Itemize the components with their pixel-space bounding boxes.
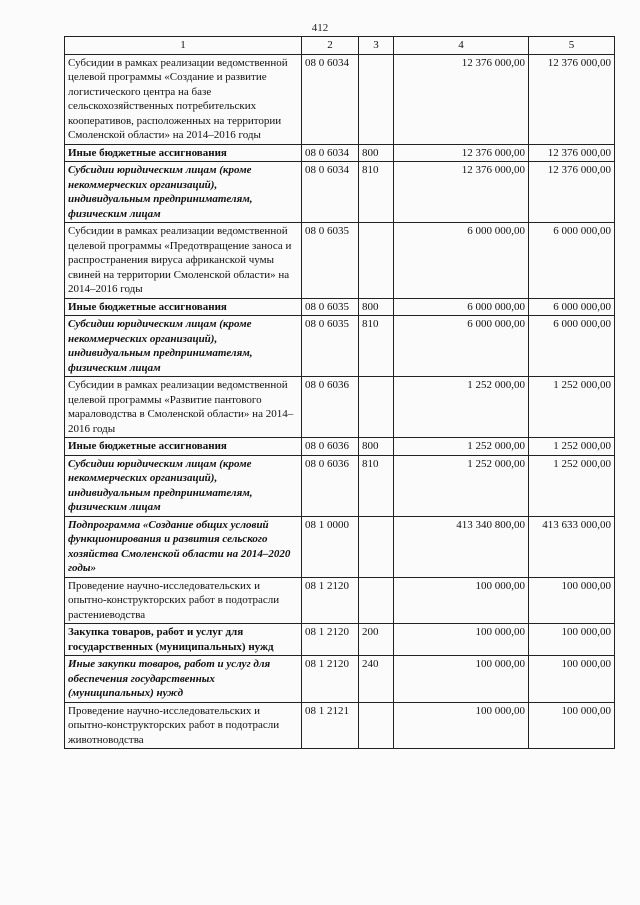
table-row [65,656,615,703]
amount-2016-cell: 12 376 000,00 [529,162,615,223]
amount-2016-cell: 100 000,00 [529,577,615,624]
target-code-cell: 08 1 2120 [302,624,359,656]
target-code-cell: 08 0 6035 [302,223,359,299]
amount-2015-cell: 12 376 000,00 [394,54,529,144]
amount-2016-cell: 1 252 000,00 [529,438,615,456]
expense-type-cell: 200 [359,624,394,656]
amount-2016-cell: 1 252 000,00 [529,455,615,516]
row-name-cell: Иные закупки товаров, работ и услуг для обеспечения государственных (муниципальных) нужд [65,656,302,703]
amount-2015-cell: 6 000 000,00 [394,298,529,316]
row-name-cell: Субсидии юридическим лицам (кроме некоммерческих организаций), индивидуальным предпринимателям, физическим лицам [65,316,302,377]
amount-2016-cell: 100 000,00 [529,624,615,656]
amount-2015-cell: 12 376 000,00 [394,144,529,162]
amount-2016-cell: 6 000 000,00 [529,298,615,316]
table-row [65,702,615,749]
table-row [65,455,615,516]
amount-2016-cell: 100 000,00 [529,702,615,749]
row-name-cell: Иные бюджетные ассигнования [65,438,302,456]
expense-type-cell: 810 [359,455,394,516]
row-name-cell: Субсидии в рамках реализации ведомственной целевой программы «Развитие пантового мараловодства в Смоленской области» на 2014–2016 годы [65,377,302,438]
amount-2015-cell: 100 000,00 [394,656,529,703]
table-row [65,298,615,316]
table-row [65,223,615,299]
budget-table-body [65,37,615,749]
column-header: 5 [529,37,615,55]
amount-2016-cell: 12 376 000,00 [529,54,615,144]
column-header: 1 [65,37,302,55]
expense-type-cell [359,516,394,577]
table-row [65,144,615,162]
amount-2016-cell: 6 000 000,00 [529,223,615,299]
target-code-cell: 08 0 6035 [302,316,359,377]
expense-type-cell: 810 [359,316,394,377]
row-name-cell: Проведение научно-исследовательских и опытно-конструкторских работ в подотрасли животноводства [65,702,302,749]
target-code-cell: 08 0 6034 [302,54,359,144]
expense-type-cell: 810 [359,162,394,223]
expense-type-cell [359,54,394,144]
amount-2015-cell: 6 000 000,00 [394,223,529,299]
row-name-cell: Иные бюджетные ассигнования [65,298,302,316]
amount-2016-cell: 12 376 000,00 [529,144,615,162]
table-row [65,438,615,456]
table-row [65,54,615,144]
target-code-cell: 08 0 6036 [302,438,359,456]
amount-2015-cell: 12 376 000,00 [394,162,529,223]
expense-type-cell [359,577,394,624]
target-code-cell: 08 1 0000 [302,516,359,577]
target-code-cell: 08 0 6034 [302,162,359,223]
expense-type-cell [359,223,394,299]
amount-2015-cell: 1 252 000,00 [394,455,529,516]
row-name-cell: Субсидии в рамках реализации ведомственной целевой программы «Предотвращение заноса и распространения вируса африканской чумы свиней на территории Смоленской области» на 2014–2016 годы [65,223,302,299]
column-header: 4 [394,37,529,55]
expense-type-cell [359,377,394,438]
amount-2015-cell: 413 340 800,00 [394,516,529,577]
expense-type-cell [359,702,394,749]
target-code-cell: 08 0 6036 [302,377,359,438]
amount-2016-cell: 413 633 000,00 [529,516,615,577]
page-number: 412 [311,22,329,34]
row-name-cell: Субсидии юридическим лицам (кроме некоммерческих организаций), индивидуальным предпринимателям, физическим лицам [65,455,302,516]
table-row [65,377,615,438]
target-code-cell: 08 1 2120 [302,656,359,703]
expense-type-cell: 240 [359,656,394,703]
amount-2015-cell: 1 252 000,00 [394,438,529,456]
table-header-row [65,37,615,55]
row-name-cell: Субсидии юридическим лицам (кроме некоммерческих организаций), индивидуальным предпринимателям, физическим лицам [65,162,302,223]
amount-2016-cell: 6 000 000,00 [529,316,615,377]
column-header: 3 [359,37,394,55]
row-name-cell: Субсидии в рамках реализации ведомственной целевой программы «Создание и развитие логистического центра на базе сельскохозяйственных потребительских кооперативов, расположенных на территории Смоленской области» на 2014–2016 годы [65,54,302,144]
table-row [65,624,615,656]
table-row [65,577,615,624]
amount-2016-cell: 100 000,00 [529,656,615,703]
expense-type-cell: 800 [359,144,394,162]
budget-table [64,36,615,749]
amount-2015-cell: 100 000,00 [394,624,529,656]
row-name-cell: Проведение научно-исследовательских и опытно-конструкторских работ в подотрасли растениеводства [65,577,302,624]
amount-2015-cell: 100 000,00 [394,577,529,624]
target-code-cell: 08 1 2120 [302,577,359,624]
target-code-cell: 08 0 6034 [302,144,359,162]
expense-type-cell: 800 [359,298,394,316]
amount-2015-cell: 100 000,00 [394,702,529,749]
target-code-cell: 08 0 6035 [302,298,359,316]
row-name-cell: Закупка товаров, работ и услуг для государственных (муниципальных) нужд [65,624,302,656]
row-name-cell: Подпрограмма «Создание общих условий функционирования и развития сельского хозяйства Смоленской области на 2014–2020 годы» [65,516,302,577]
table-row [65,162,615,223]
table-row [65,316,615,377]
column-header: 2 [302,37,359,55]
expense-type-cell: 800 [359,438,394,456]
amount-2016-cell: 1 252 000,00 [529,377,615,438]
target-code-cell: 08 1 2121 [302,702,359,749]
row-name-cell: Иные бюджетные ассигнования [65,144,302,162]
target-code-cell: 08 0 6036 [302,455,359,516]
amount-2015-cell: 6 000 000,00 [394,316,529,377]
amount-2015-cell: 1 252 000,00 [394,377,529,438]
table-row [65,516,615,577]
